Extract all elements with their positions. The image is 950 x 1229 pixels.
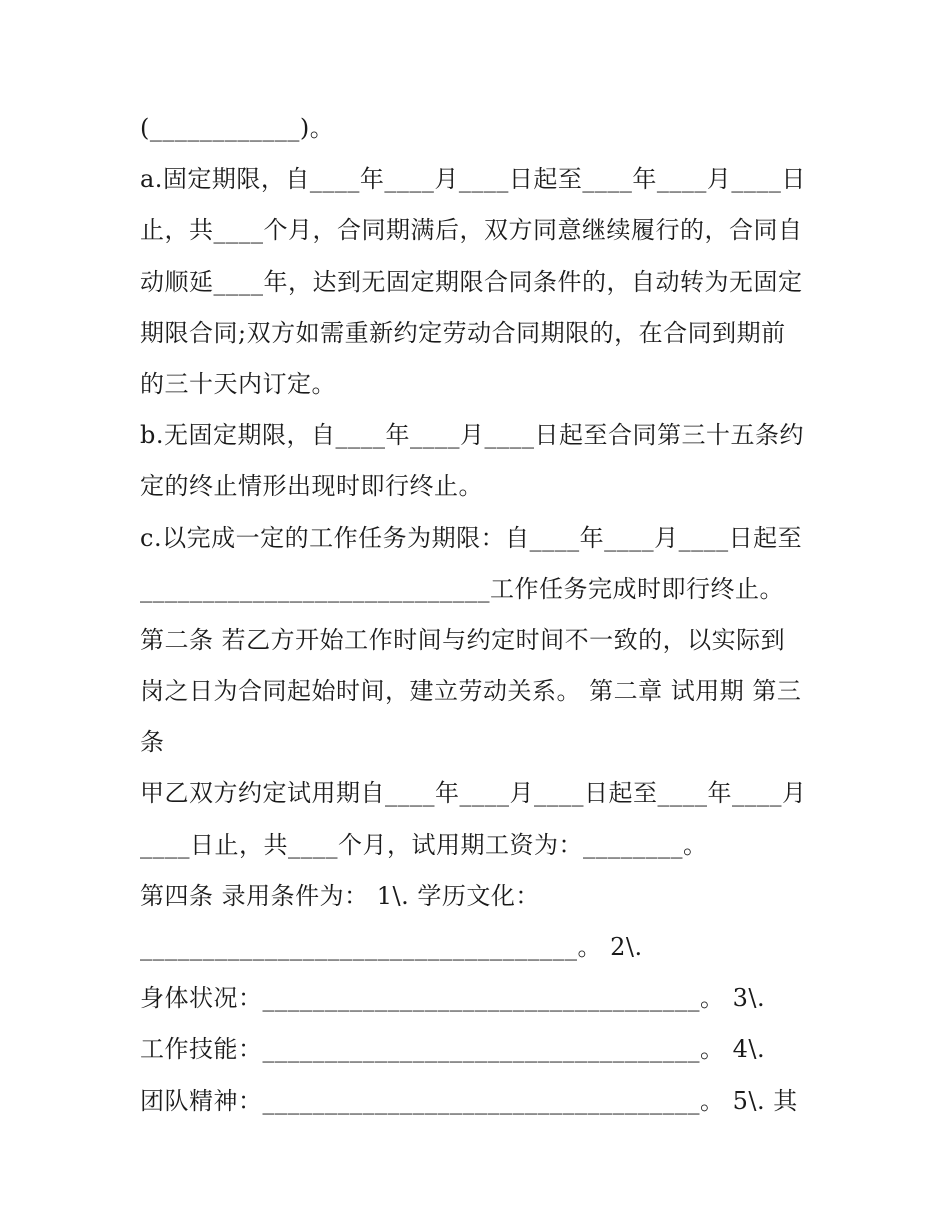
line-open-term-2: 定的终止情形出现时即行终止。 [140, 472, 483, 501]
line-fixed-term-5: 的三十天内订定。 [140, 369, 336, 398]
line-physical-condition: 身体状况：___________________________________。 3\. [140, 984, 766, 1013]
line-open-term-1: b.无固定期限，自____年____月____日起至合同第三十五条约 [140, 421, 804, 450]
line-article-4: 第四条 录用条件为： 1\. 学历文化： [140, 881, 540, 910]
line-fixed-term-2: 止，共____个月，合同期满后，双方同意继续履行的，合同自 [140, 216, 803, 245]
line-fixed-term-4: 期限合同;双方如需重新约定劳动合同期限的，在合同到期前 [140, 318, 786, 347]
document-body [140, 103, 830, 1127]
line-education-blank: ___________________________________。 2\. [140, 933, 643, 961]
line-fixed-term-3: 动顺延____年，达到无固定期限合同条件的，自动转为无固定 [140, 267, 803, 296]
line-fixed-term-1: a.固定期限，自____年____月____日起至____年____月____日 [140, 165, 806, 194]
line-probation-2: ____日止，共____个月，试用期工资为：________。 [140, 830, 708, 859]
line-term-blank: (____________)。 [140, 114, 335, 142]
line-article-3-heading: 条 [140, 728, 165, 757]
line-article-2-1: 第二条 若乙方开始工作时间与约定时间不一致的，以实际到 [140, 625, 786, 654]
line-probation-1: 甲乙双方约定试用期自____年____月____日起至____年____月 [140, 779, 807, 808]
line-task-term-2: ____________________________工作任务完成时即行终止。 [140, 574, 784, 603]
line-article-2-2: 岗之日为合同起始时间，建立劳动关系。 第二章 试用期 第三 [140, 677, 802, 706]
line-task-term-1: c.以完成一定的工作任务为期限：自____年____月____日起至 [140, 523, 803, 552]
line-work-skills: 工作技能：___________________________________。 4\. [140, 1035, 766, 1064]
line-team-spirit: 团队精神：___________________________________。 5\. 其 [140, 1086, 798, 1115]
